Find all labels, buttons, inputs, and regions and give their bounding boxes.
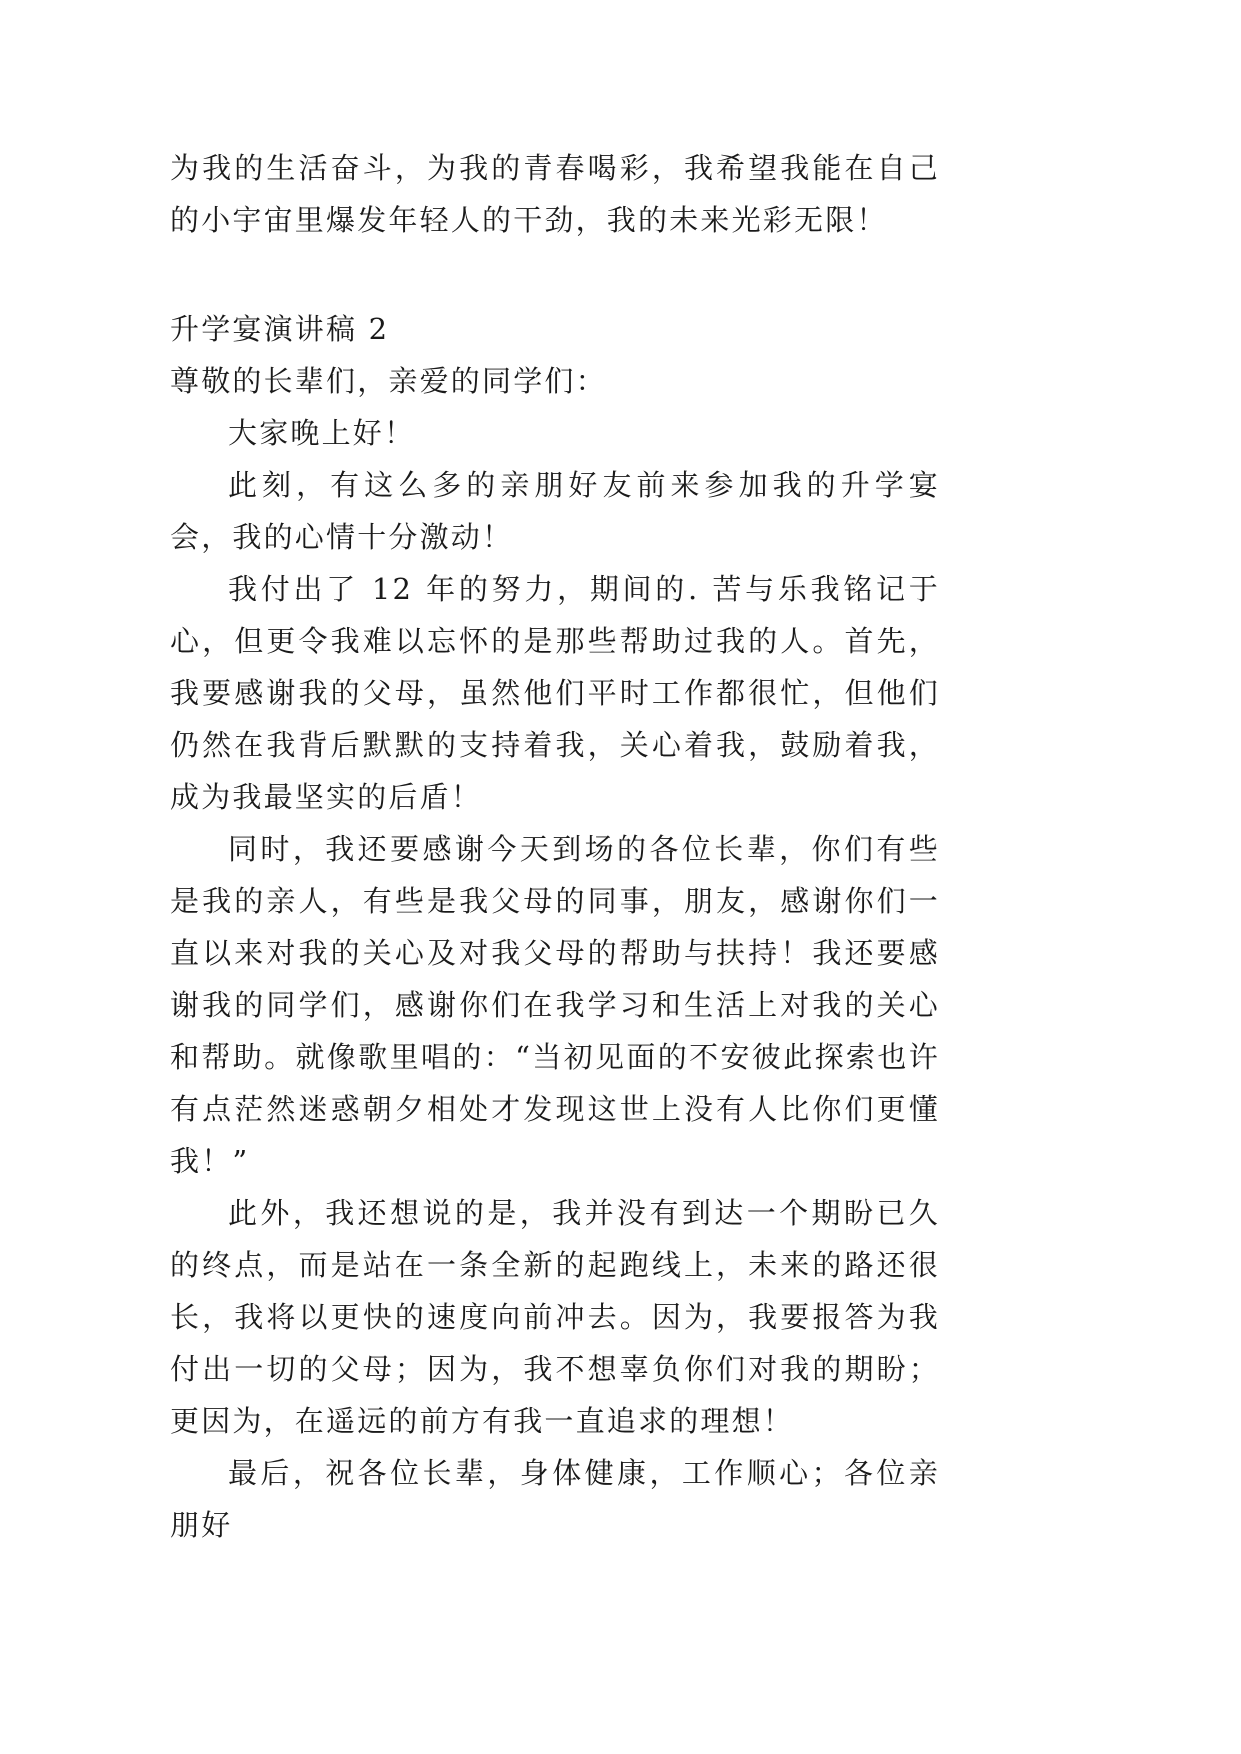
body-paragraph: 此刻，有这么多的亲朋好友前来参加我的升学宴会，我的心情十分激动！ (170, 468, 940, 554)
body-paragraph: 最后，祝各位长辈，身体健康，工作顺心；各位亲朋好 (170, 1456, 940, 1542)
speech-section (170, 303, 940, 1551)
intro-section (170, 142, 940, 246)
intro-paragraph: 为我的生活奋斗，为我的青春喝彩，我希望我能在自己的小宇宙里爆发年轻人的干劲，我的未来光彩无限！ (170, 151, 940, 237)
greeting: 大家晚上好！ (228, 416, 416, 450)
body-paragraph: 此外，我还想说的是，我并没有到达一个期盼已久的终点，而是站在一条全新的起跑线上，未来的路还很长，我将以更快的速度向前冲去。因为，我要报答为我付出一切的父母；因为，我不想辜负你们对我的期盼；更因为，在遥远的前方有我一直追求的理想！ (170, 1196, 940, 1438)
salutation: 尊敬的长辈们，亲爱的同学们： (170, 364, 607, 398)
body-paragraph: 同时，我还要感谢今天到场的各位长辈，你们有些是我的亲人，有些是我父母的同事，朋友，感谢你们一直以来对我的关心及对我父母的帮助与扶持！我还要感谢我的同学们，感谢你们在我学习和生活上对我的关心和帮助。就像歌里唱的：“当初见面的不安彼此探索也许有点茫然迷惑朝夕相处才发现这世上没有人比你们更懂我！” (170, 832, 940, 1178)
section-title: 升学宴演讲稿 2 (170, 312, 390, 346)
body-paragraph: 我付出了 12 年的努力，期间的. 苦与乐我铭记于心，但更令我难以忘怀的是那些帮助过我的人。首先，我要感谢我的父母，虽然他们平时工作都很忙，但他们仍然在我背后默默的支持着我，关心着我，鼓励着我，成为我最坚实的后盾！ (170, 572, 940, 814)
